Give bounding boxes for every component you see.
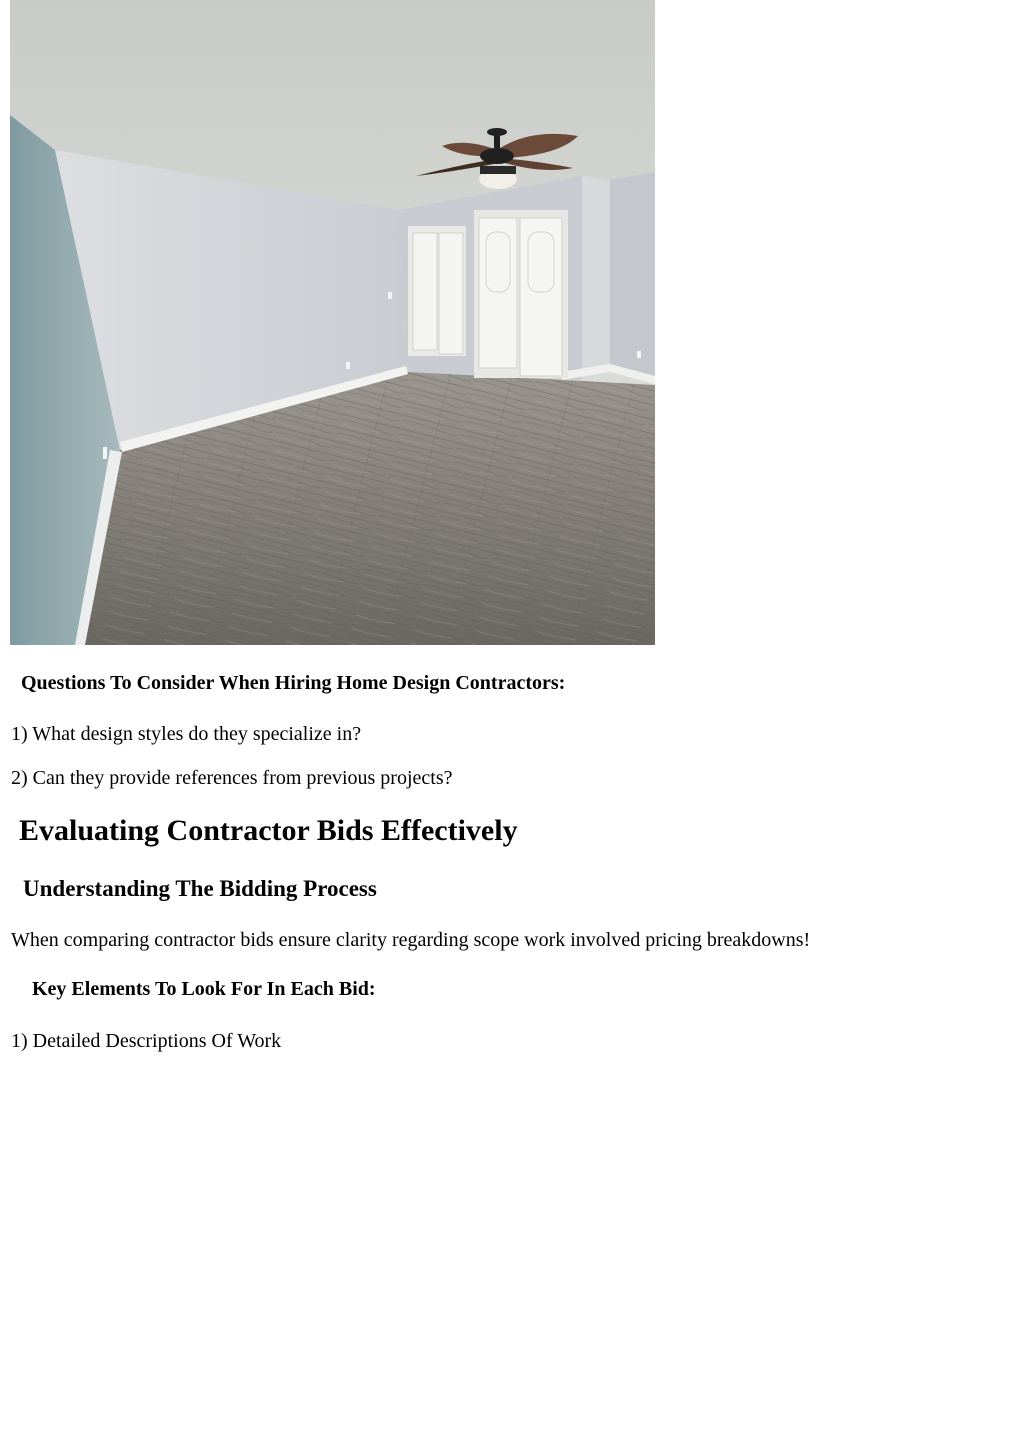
question-item-1: 1) What design styles do they specialize in?	[11, 723, 362, 745]
room-photo-illustration	[10, 0, 655, 645]
key-element-item-1: 1) Detailed Descriptions Of Work	[11, 1030, 282, 1052]
question-item-2: 2) Can they provide references from previous projects?	[11, 767, 453, 789]
key-elements-heading: Key Elements To Look For In Each Bid:	[32, 978, 376, 1000]
bidding-process-subheading: Understanding The Bidding Process	[23, 876, 377, 901]
bidding-paragraph: When comparing contractor bids ensure clarity regarding scope work involved pricing breakdowns!	[11, 929, 811, 951]
evaluating-bids-heading: Evaluating Contractor Bids Effectively	[19, 814, 518, 847]
questions-heading: Questions To Consider When Hiring Home Design Contractors:	[21, 672, 566, 694]
room-photo	[10, 0, 655, 645]
